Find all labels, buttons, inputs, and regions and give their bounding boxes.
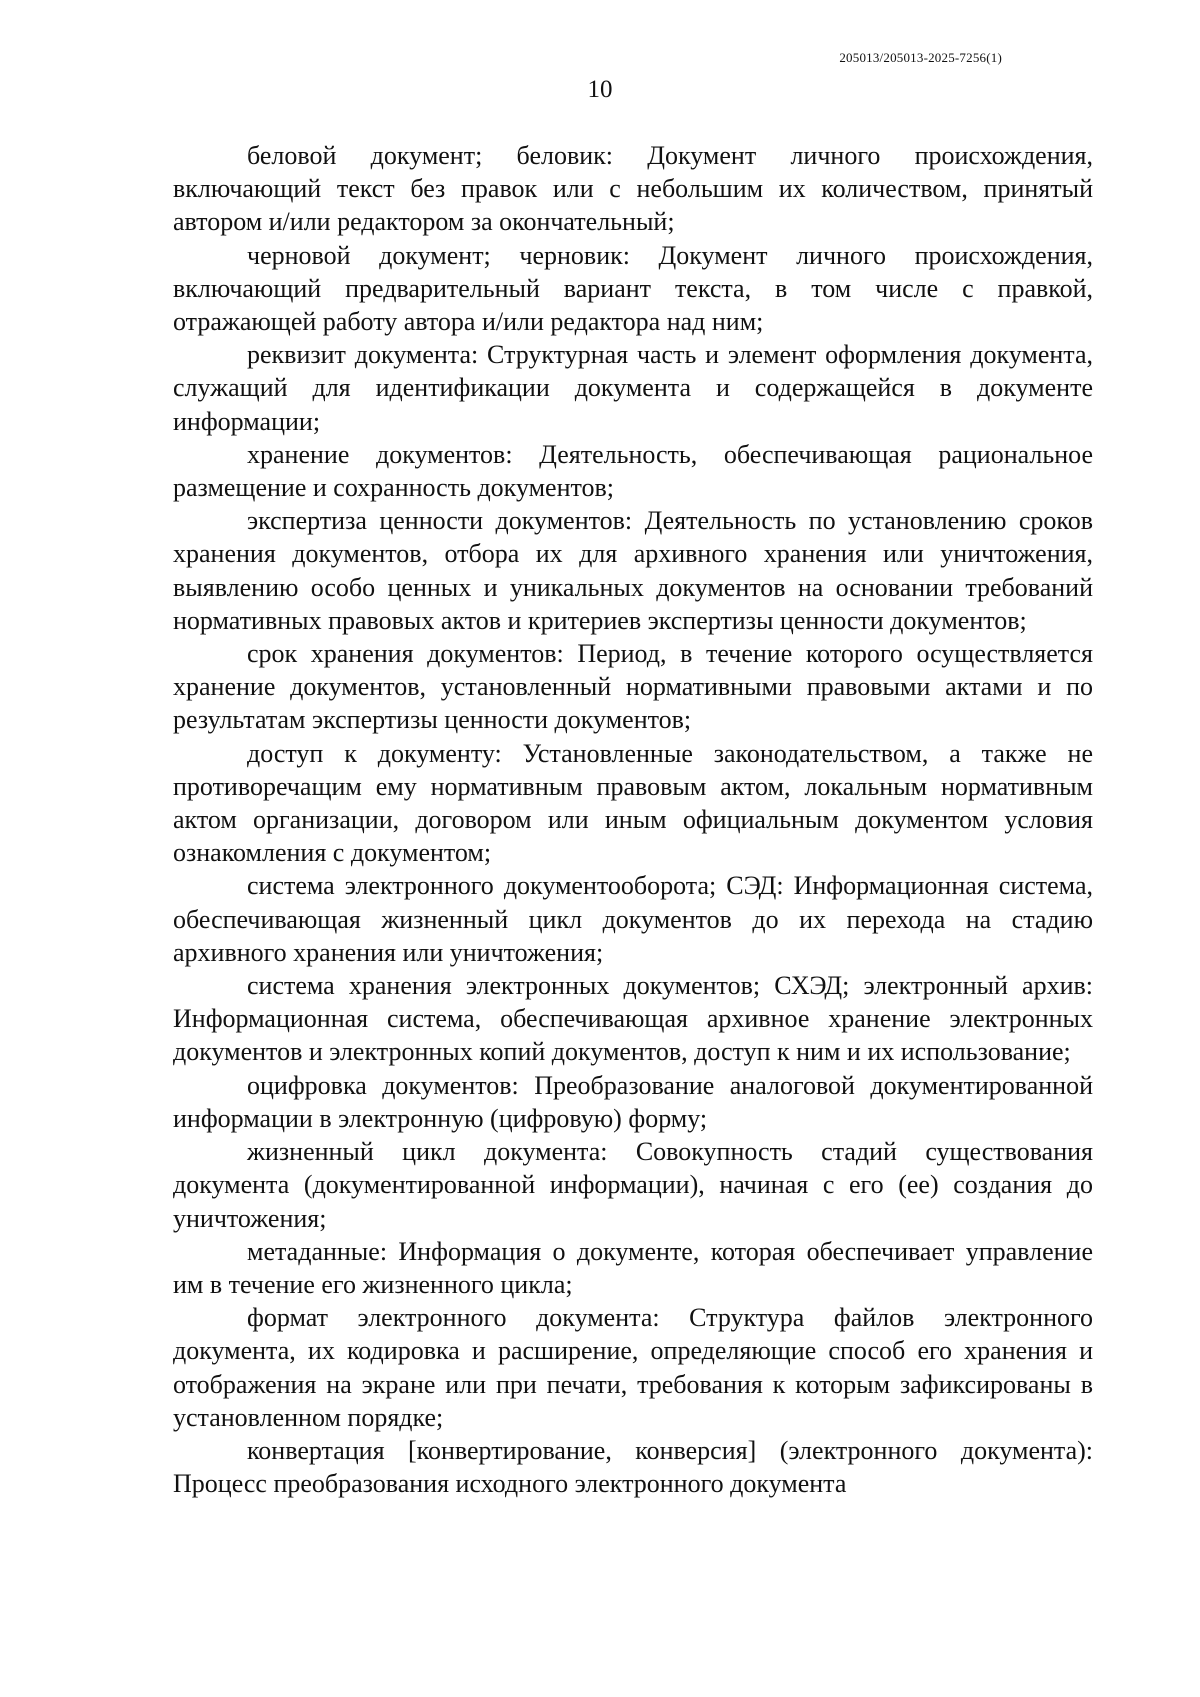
paragraph-conversion: конвертация [конвертирование, конверсия] (электронного документа): Процесс преобразования исходного электронного документа [173, 1435, 1093, 1499]
paragraph-edms: система электронного документооборота; СЭД: Информационная система, обеспечивающая жизненный цикл документов до их перехода на стадию архивного хранения или уничтожения; [173, 871, 1093, 967]
paragraph-retention-period: срок хранения документов: Период, в течение которого осуществляется хранение документов, установленный нормативными правовыми актами и по результатам экспертизы ценности документов; [173, 639, 1093, 735]
paragraph-digitization: оцифровка документов: Преобразование аналоговой документированной информации в электронную (цифровую) форму; [173, 1070, 1093, 1133]
paragraph-fair-copy: беловой документ; беловик: Документ личного происхождения, включающий текст без правок или с небольшим их количеством, принятый автором и/или редактором за окончательный; [173, 141, 1093, 237]
definitions-body [173, 139, 1093, 1500]
document-id: 205013/205013-2025-7256(1) [839, 50, 1002, 65]
paragraph-value-expertise: экспертиза ценности документов: Деятельность по установлению сроков хранения документов, отбора их для архивного хранения или уничтожения, выявлению особо ценных и уникальных документов на основании требований нормативных правовых актов и критериев экспертизы ценности документов; [173, 506, 1093, 635]
page-number: 10 [587, 76, 613, 103]
paragraph-lifecycle: жизненный цикл документа: Совокупность стадий существования документа (документированной информации), начиная с его (ее) создания до уничтожения; [173, 1137, 1093, 1233]
paragraph-file-format: формат электронного документа: Структура файлов электронного документа, их кодировка и расширение, определяющие способ его хранения и отображения на экране или при печати, требования к которым зафиксированы в установленном порядке; [173, 1303, 1093, 1432]
paragraph-metadata: метаданные: Информация о документе, которая обеспечивает управление им в течение его жизненного цикла; [173, 1236, 1093, 1299]
paragraph-draft: черновой документ; черновик: Документ личного происхождения, включающий предварительный вариант текста, в том числе с правкой, отражающей работу автора и/или редактора над ним; [173, 240, 1093, 337]
paragraph-access: доступ к документу: Установленные законодательством, а также не противоречащим ему нормативным правовым актом, локальным нормативным актом организации, договором или иным официальным документом условия ознакомления с документом; [173, 738, 1093, 868]
paragraph-storage: хранение документов: Деятельность, обеспечивающая рациональное размещение и сохранность документов; [173, 439, 1093, 503]
paragraph-requisite: реквизит документа: Структурная часть и элемент оформления документа, служащий для идентификации документа и содержащейся в документе информации; [173, 340, 1093, 436]
paragraph-electronic-archive: система хранения электронных документов; СХЭД; электронный архив: Информационная система, обеспечивающая архивное хранение электронных документов и электронных копий документов, доступ к ним и их использование; [173, 971, 1093, 1067]
